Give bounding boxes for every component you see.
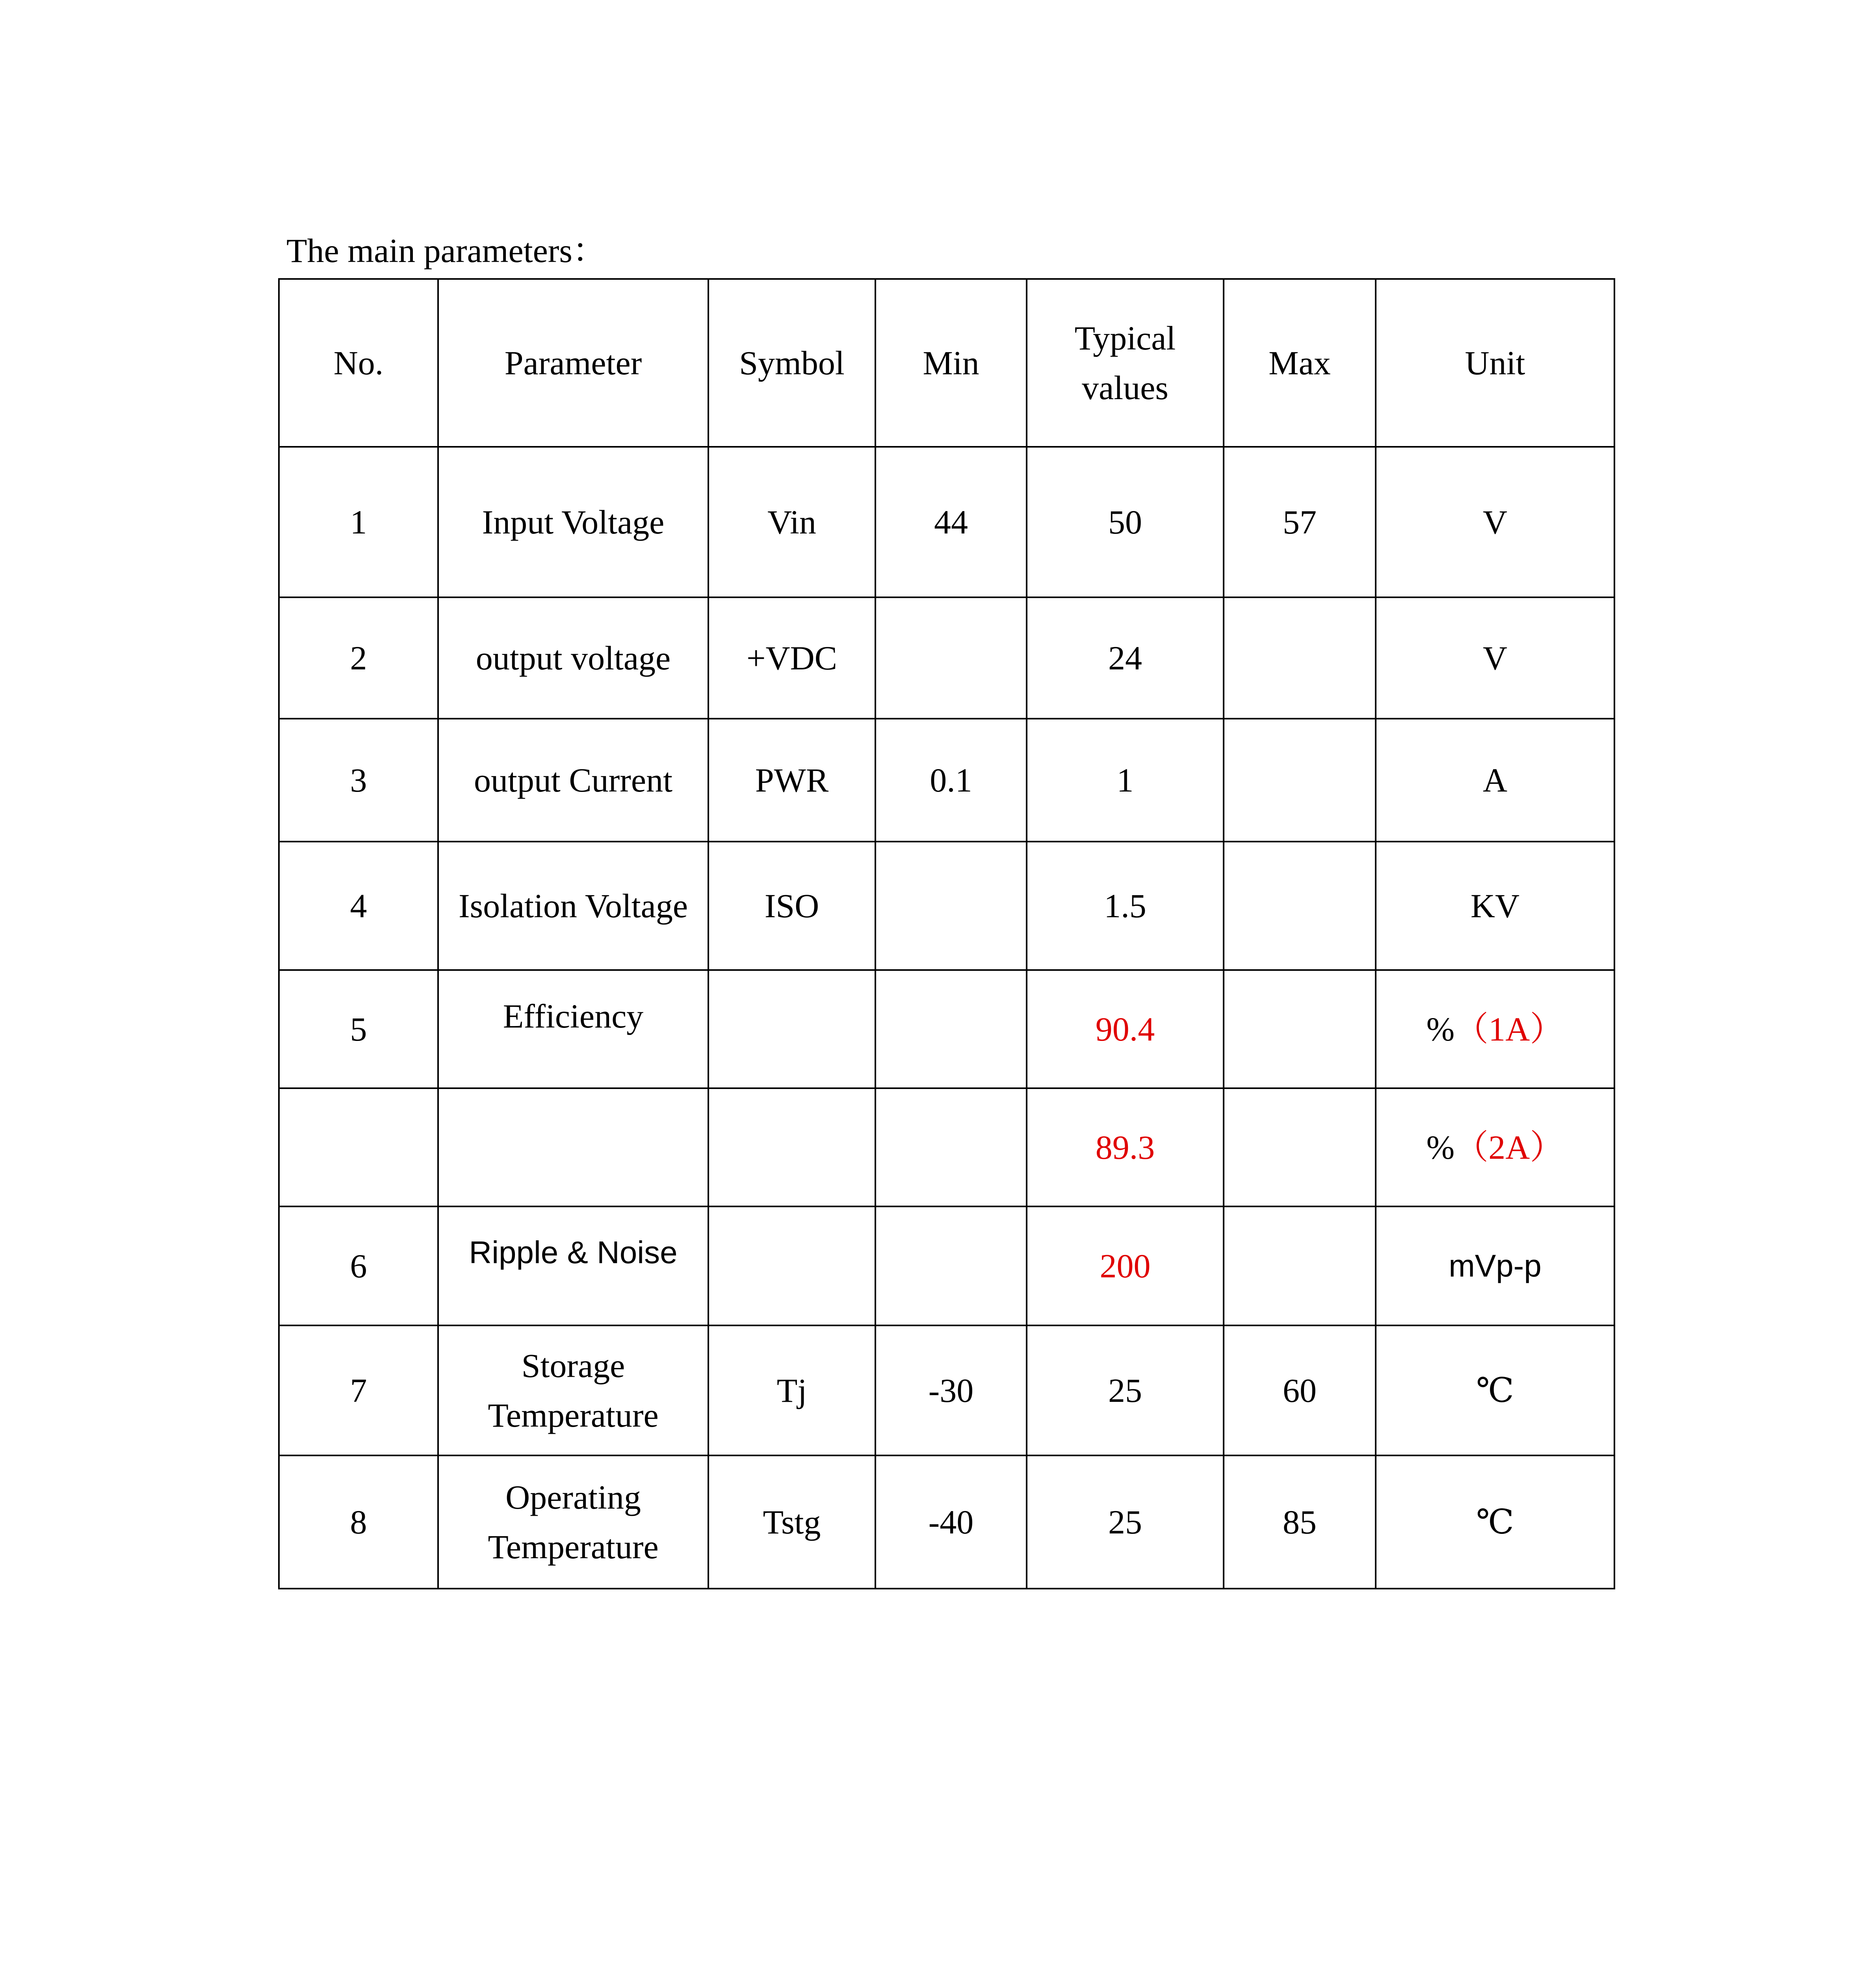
cell-symbol: [708, 1088, 875, 1206]
cell-typical: 89.3: [1027, 1088, 1224, 1206]
cell-typical: 200: [1027, 1206, 1224, 1325]
cell-unit: V: [1376, 597, 1614, 719]
cell-no: 4: [279, 842, 438, 970]
cell-parameter-line2: Temperature: [488, 1528, 659, 1566]
table-row: [279, 447, 1614, 597]
cell-max: 57: [1224, 447, 1376, 597]
cell-max: [1224, 842, 1376, 970]
cell-max: [1224, 970, 1376, 1088]
cell-unit: ℃: [1376, 1325, 1614, 1455]
header-min: Min: [875, 279, 1027, 447]
cell-min: [875, 1088, 1027, 1206]
cell-symbol: +VDC: [708, 597, 875, 719]
header-typical-line2: values: [1082, 369, 1168, 407]
cell-max: [1224, 719, 1376, 842]
cell-parameter: Ripple & Noise: [438, 1206, 708, 1325]
cell-min: -40: [875, 1455, 1027, 1589]
table-header-row: [279, 279, 1614, 447]
cell-unit: KV: [1376, 842, 1614, 970]
cell-parameter: [438, 1325, 708, 1455]
cell-typical: 50: [1027, 447, 1224, 597]
cell-typical: 1: [1027, 719, 1224, 842]
cell-no: [279, 1088, 438, 1206]
cell-symbol: [708, 1206, 875, 1325]
parameters-table: [278, 278, 1615, 1589]
header-typical-line1: Typical: [1074, 319, 1176, 357]
table-row: [279, 719, 1614, 842]
cell-parameter: output Current: [438, 719, 708, 842]
cell-max: [1224, 597, 1376, 719]
cell-typical: 1.5: [1027, 842, 1224, 970]
cell-parameter-line2: Temperature: [488, 1396, 659, 1434]
cell-unit: mVp-p: [1376, 1206, 1614, 1325]
table-row: [279, 1088, 1614, 1206]
header-parameter: Parameter: [438, 279, 708, 447]
cell-symbol: Vin: [708, 447, 875, 597]
cell-unit: A: [1376, 719, 1614, 842]
table-row: [279, 1455, 1614, 1589]
table-row: [279, 970, 1614, 1088]
cell-no: 1: [279, 447, 438, 597]
cell-parameter-line1: Operating: [505, 1478, 641, 1516]
section-heading: The main parameters：: [286, 232, 606, 269]
cell-no: 5: [279, 970, 438, 1088]
cell-symbol: PWR: [708, 719, 875, 842]
unit-condition: （2A）: [1454, 1128, 1564, 1166]
cell-parameter: [438, 1455, 708, 1589]
cell-unit: [1376, 970, 1614, 1088]
header-typical: [1027, 279, 1224, 447]
cell-parameter: Input Voltage: [438, 447, 708, 597]
cell-parameter: Efficiency: [438, 970, 708, 1088]
cell-min: [875, 1206, 1027, 1325]
cell-max: [1224, 1088, 1376, 1206]
cell-typical: 24: [1027, 597, 1224, 719]
cell-max: 60: [1224, 1325, 1376, 1455]
cell-unit: V: [1376, 447, 1614, 597]
table-row: [279, 842, 1614, 970]
cell-symbol: Tstg: [708, 1455, 875, 1589]
cell-parameter: Isolation Voltage: [438, 842, 708, 970]
cell-min: [875, 842, 1027, 970]
cell-symbol: [708, 970, 875, 1088]
cell-min: 44: [875, 447, 1027, 597]
cell-symbol: Tj: [708, 1325, 875, 1455]
unit-percent: %: [1426, 1128, 1455, 1166]
cell-parameter-line1: Storage: [521, 1347, 625, 1385]
cell-max: 85: [1224, 1455, 1376, 1589]
cell-typical: 90.4: [1027, 970, 1224, 1088]
cell-min: 0.1: [875, 719, 1027, 842]
table-row: [279, 597, 1614, 719]
cell-parameter: output voltage: [438, 597, 708, 719]
table-row: [279, 1325, 1614, 1455]
header-max: Max: [1224, 279, 1376, 447]
cell-min: -30: [875, 1325, 1027, 1455]
unit-percent: %: [1426, 1010, 1455, 1048]
header-no: No.: [279, 279, 438, 447]
cell-no: 6: [279, 1206, 438, 1325]
cell-min: [875, 597, 1027, 719]
cell-max: [1224, 1206, 1376, 1325]
cell-no: 3: [279, 719, 438, 842]
header-symbol: Symbol: [708, 279, 875, 447]
cell-symbol: ISO: [708, 842, 875, 970]
table-row: [279, 1206, 1614, 1325]
cell-unit: ℃: [1376, 1455, 1614, 1589]
cell-no: 7: [279, 1325, 438, 1455]
cell-no: 2: [279, 597, 438, 719]
cell-parameter: [438, 1088, 708, 1206]
cell-min: [875, 970, 1027, 1088]
cell-typical: 25: [1027, 1325, 1224, 1455]
cell-no: 8: [279, 1455, 438, 1589]
header-unit: Unit: [1376, 279, 1614, 447]
cell-typical: 25: [1027, 1455, 1224, 1589]
cell-unit: [1376, 1088, 1614, 1206]
unit-condition: （1A）: [1454, 1010, 1564, 1048]
